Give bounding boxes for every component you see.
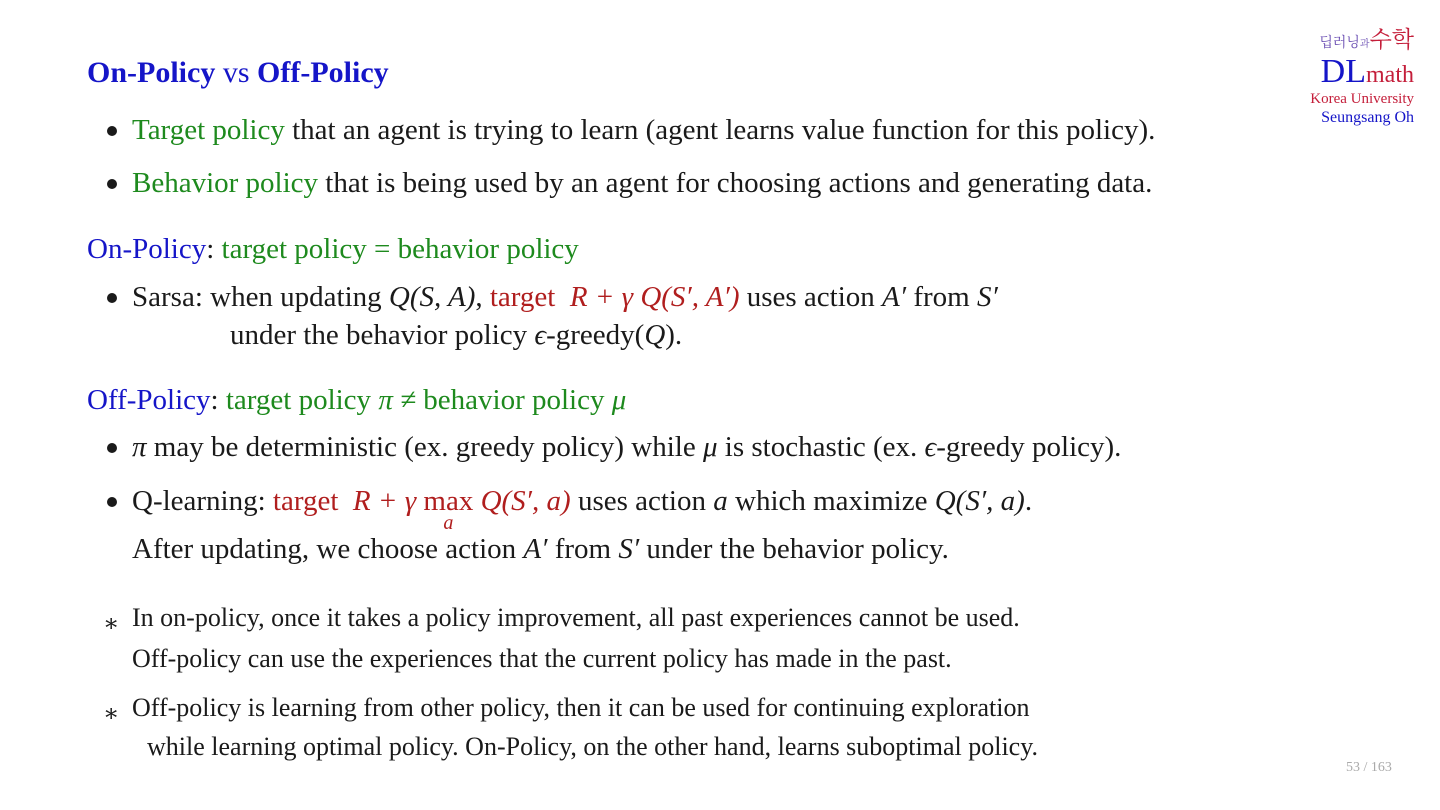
off-def-a: target policy — [218, 384, 379, 416]
bullet-dot — [107, 126, 117, 136]
off-def-b: behavior policy — [416, 384, 612, 416]
ql-prefix: Q-learning: — [132, 485, 273, 517]
title-on-policy: On-Policy — [87, 56, 216, 89]
max-subscript: a — [443, 512, 454, 534]
page-number: 53 / 163 — [1346, 760, 1392, 775]
logo-ko-mid: 과 — [1359, 39, 1370, 50]
dlmath-logo — [1298, 28, 1414, 128]
sarsa-line2-b: -greedy( — [546, 319, 645, 351]
epsilon: ϵ — [924, 431, 937, 463]
mu-symbol: μ — [702, 431, 718, 463]
ql-target-word: target — [272, 485, 339, 517]
sarsa-line2-c: ). — [665, 319, 683, 351]
max-operator — [423, 483, 474, 534]
bullet-target-policy — [132, 112, 1155, 148]
a-symbol: a — [713, 485, 728, 517]
target-policy-desc: that an agent is trying to learn (agent learns value function for this policy). — [284, 114, 1156, 146]
logo-ko-big: 수학 — [1369, 27, 1414, 53]
bullet-dot — [107, 293, 117, 303]
ql-expr-a: R + γ — [352, 485, 424, 517]
on-policy-definition: target policy = behavior policy — [214, 233, 579, 265]
behavior-policy-term: Behavior policy — [132, 167, 319, 199]
a-prime: A′ — [523, 533, 548, 565]
sarsa-prefix: Sarsa: when updating — [132, 281, 389, 313]
sarsa-line-1 — [132, 279, 998, 315]
note-1-line-1: In on-policy, once it takes a policy improvement, all past experiences cannot be used. — [132, 603, 1020, 632]
b1-a: may be deterministic (ex. greedy policy) while — [146, 431, 703, 463]
on-policy-heading — [87, 231, 579, 267]
sarsa-q: Q(S, A) — [388, 281, 476, 313]
note-marker: ∗ — [103, 611, 120, 637]
logo-university: Korea University — [1310, 91, 1414, 107]
uses-action: uses action — [739, 281, 883, 313]
logo-dl: DL — [1320, 53, 1366, 90]
mu-symbol: μ — [611, 384, 627, 416]
behavior-policy-desc: that is being used by an agent for choosing actions and generating data. — [318, 167, 1153, 199]
sarsa-target-expr: R + γ Q(S′, A′) — [569, 281, 740, 313]
ql-uses: uses action — [570, 485, 714, 517]
note-2-line-1: Off-policy is learning from other policy, then it can be used for continuing exploration — [132, 693, 1030, 722]
from: from — [906, 281, 977, 313]
note-1-line-2: Off-policy can use the experiences that the current policy has made in the past. — [132, 644, 952, 673]
bullet-behavior-policy — [132, 165, 1152, 201]
sarsa-target-word: target — [489, 281, 556, 313]
s-prime: S′ — [618, 533, 640, 565]
logo-ko-small: 딥러닝 — [1319, 35, 1360, 51]
off-bullet-deterministic — [132, 429, 1121, 465]
q-learning-line-2 — [132, 531, 949, 567]
ql-which: which maximize — [727, 485, 935, 517]
b1-c: -greedy policy). — [936, 431, 1122, 463]
logo-math: math — [1366, 62, 1414, 88]
sarsa-line-2 — [230, 317, 682, 353]
slide-title — [87, 54, 389, 92]
ql-q: Q(S′, a) — [934, 485, 1025, 517]
note-2-line-2: while learning optimal policy. On-Policy, on the other hand, learns suboptimal policy. — [147, 732, 1039, 761]
ql-expr-b: Q(S′, a) — [473, 485, 571, 517]
epsilon: ϵ — [534, 319, 547, 351]
ql2-b: from — [547, 533, 619, 565]
sarsa-line2-a: under the behavior policy — [230, 319, 535, 351]
bullet-dot — [107, 443, 117, 453]
pi-neq: π ≠ — [378, 384, 417, 416]
logo-dlmath — [1298, 53, 1414, 90]
q-symbol: Q — [644, 319, 666, 351]
pi-symbol: π — [132, 431, 147, 463]
a-prime: A′ — [882, 281, 907, 313]
off-policy-label: Off-Policy — [87, 384, 211, 416]
off-policy-heading — [87, 382, 626, 418]
note-marker: ∗ — [103, 701, 120, 727]
b1-b: is stochastic (ex. — [717, 431, 925, 463]
bullet-dot — [107, 497, 117, 507]
target-policy-term: Target policy — [132, 114, 285, 146]
title-vs: vs — [222, 56, 250, 89]
max-text: max — [423, 485, 474, 517]
on-policy-label: On-Policy — [87, 233, 207, 265]
period: . — [1024, 485, 1033, 517]
s-prime: S′ — [976, 281, 998, 313]
q-learning-line-1 — [132, 483, 1033, 534]
colon: : — [210, 384, 219, 416]
comma: , — [475, 281, 490, 313]
bullet-dot — [107, 179, 117, 189]
ql2-a: After updating, we choose action — [132, 533, 524, 565]
logo-author: Seungsang Oh — [1321, 109, 1414, 126]
title-off-policy: Off-Policy — [257, 56, 389, 89]
ql2-c: under the behavior policy. — [639, 533, 949, 565]
colon: : — [206, 233, 215, 265]
